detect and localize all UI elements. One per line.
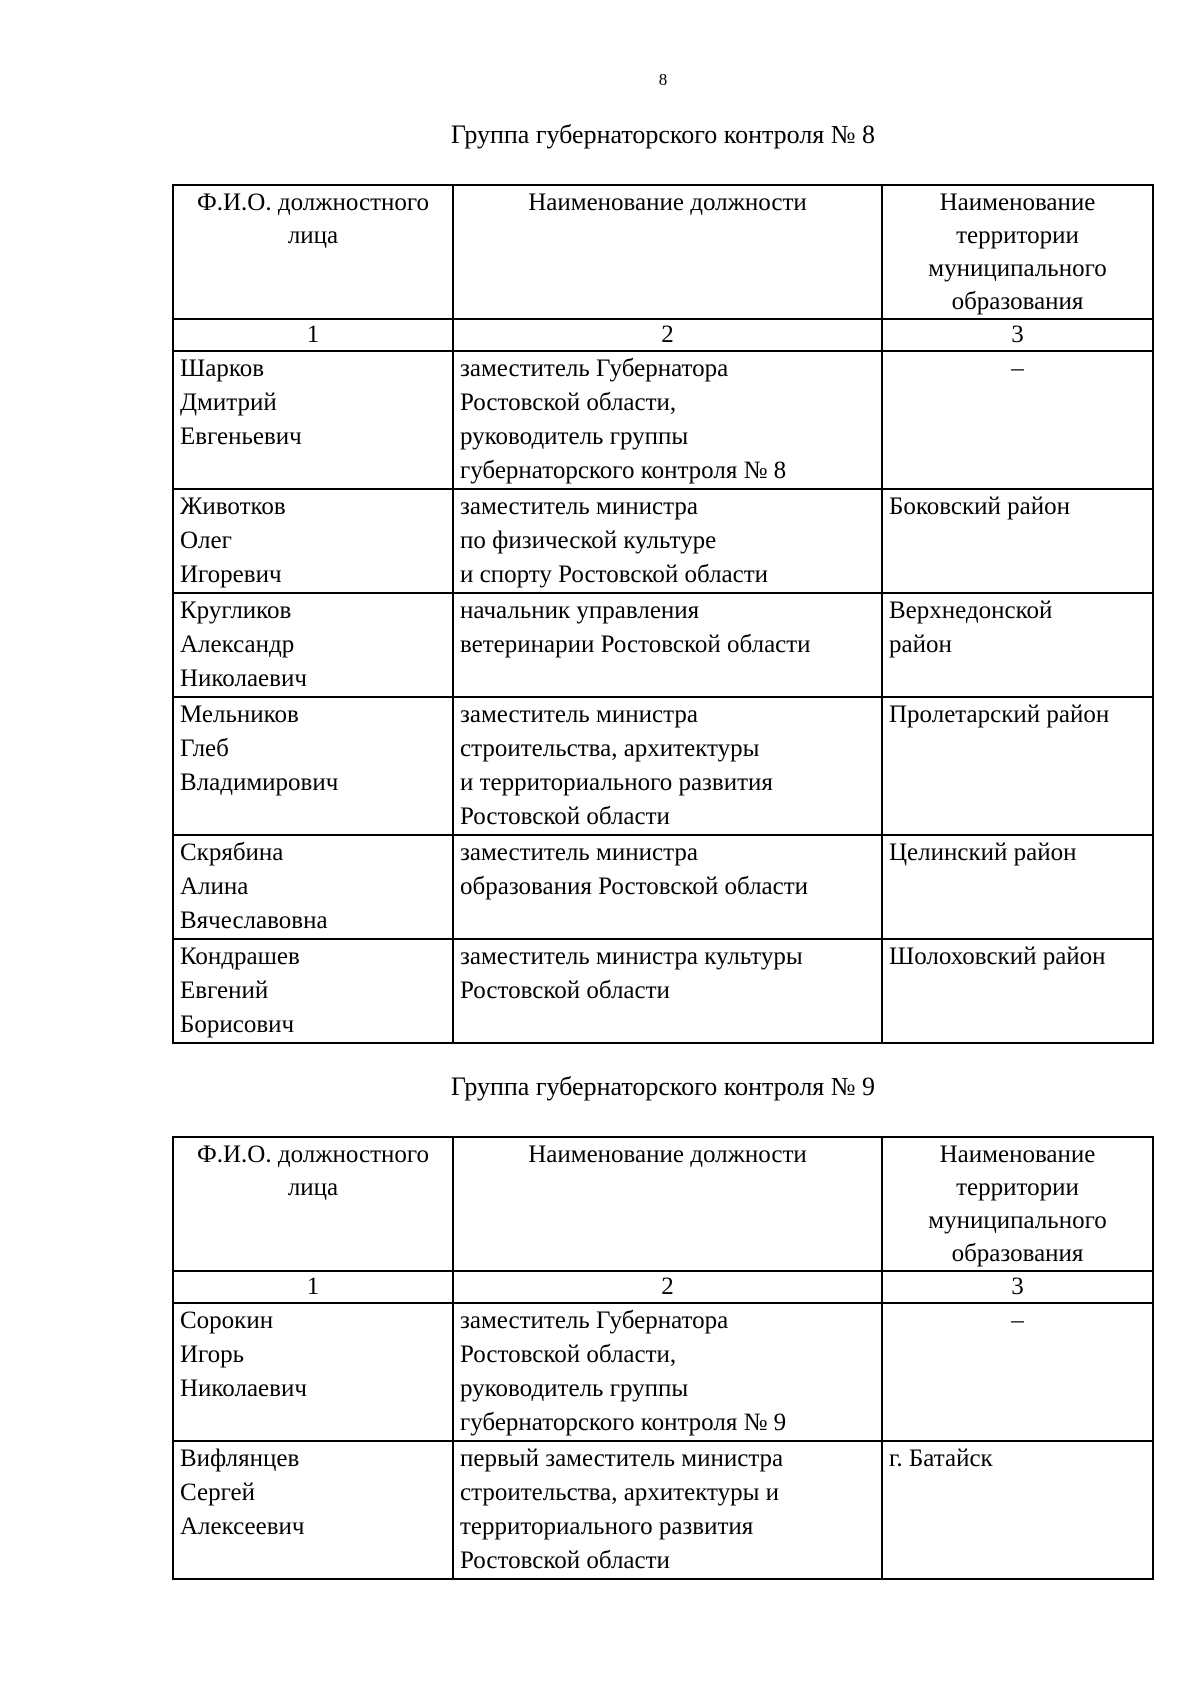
- person-name: Скрябина Алина Вячеславовна: [173, 835, 453, 939]
- column-number: 2: [453, 1271, 882, 1303]
- table-header-row: [173, 1137, 1153, 1271]
- person-position: начальник управления ветеринарии Ростовской области: [453, 593, 882, 697]
- person-position: первый заместитель министра строительства, архитектуры и территориального развития Ростовской области: [453, 1441, 882, 1579]
- person-name: Шарков Дмитрий Евгеньевич: [173, 351, 453, 489]
- territory: Пролетарский район: [882, 697, 1153, 835]
- territory: Боковский район: [882, 489, 1153, 593]
- person-name: Мельников Глеб Владимирович: [173, 697, 453, 835]
- header-position: Наименование должности: [453, 1137, 882, 1271]
- table-row: [173, 489, 1153, 593]
- header-territory: Наименование территории муниципального образования: [882, 185, 1153, 319]
- column-number-row: [173, 1271, 1153, 1303]
- table-row: [173, 697, 1153, 835]
- person-position: заместитель министра культуры Ростовской области: [453, 939, 882, 1043]
- person-name: Кондрашев Евгений Борисович: [173, 939, 453, 1043]
- territory: –: [882, 351, 1153, 489]
- group-title: Группа губернаторского контроля № 8: [450, 120, 876, 149]
- personnel-table: [172, 184, 1154, 1044]
- header-name: Ф.И.О. должностного лица: [173, 185, 453, 319]
- territory: Шолоховский район: [882, 939, 1153, 1043]
- column-number: 3: [882, 1271, 1153, 1303]
- territory: –: [882, 1303, 1153, 1441]
- personnel-table: [172, 1136, 1154, 1580]
- header-territory: Наименование территории муниципального образования: [882, 1137, 1153, 1271]
- table-row: [173, 593, 1153, 697]
- table-row: [173, 1441, 1153, 1579]
- territory: Целинский район: [882, 835, 1153, 939]
- column-number: 1: [173, 1271, 453, 1303]
- table-row: [173, 351, 1153, 489]
- person-position: заместитель Губернатора Ростовской области, руководитель группы губернаторского контроля № 9: [453, 1303, 882, 1441]
- group-title: Группа губернаторского контроля № 9: [450, 1072, 876, 1101]
- column-number-row: [173, 319, 1153, 351]
- person-name: Кругликов Александр Николаевич: [173, 593, 453, 697]
- person-position: заместитель министра образования Ростовской области: [453, 835, 882, 939]
- header-position: Наименование должности: [453, 185, 882, 319]
- header-name: Ф.И.О. должностного лица: [173, 1137, 453, 1271]
- person-name: Сорокин Игорь Николаевич: [173, 1303, 453, 1441]
- person-position: заместитель министра строительства, архитектуры и территориального развития Ростовской области: [453, 697, 882, 835]
- territory: Верхнедонской район: [882, 593, 1153, 697]
- person-name: Вифлянцев Сергей Алексеевич: [173, 1441, 453, 1579]
- table-row: [173, 1303, 1153, 1441]
- column-number: 1: [173, 319, 453, 351]
- page-number: 8: [658, 70, 668, 89]
- table-header-row: [173, 185, 1153, 319]
- person-position: заместитель министра по физической культуре и спорту Ростовской области: [453, 489, 882, 593]
- column-number: 3: [882, 319, 1153, 351]
- person-name: Животков Олег Игоревич: [173, 489, 453, 593]
- territory: г. Батайск: [882, 1441, 1153, 1579]
- person-position: заместитель Губернатора Ростовской области, руководитель группы губернаторского контроля № 8: [453, 351, 882, 489]
- table-row: [173, 939, 1153, 1043]
- table-row: [173, 835, 1153, 939]
- column-number: 2: [453, 319, 882, 351]
